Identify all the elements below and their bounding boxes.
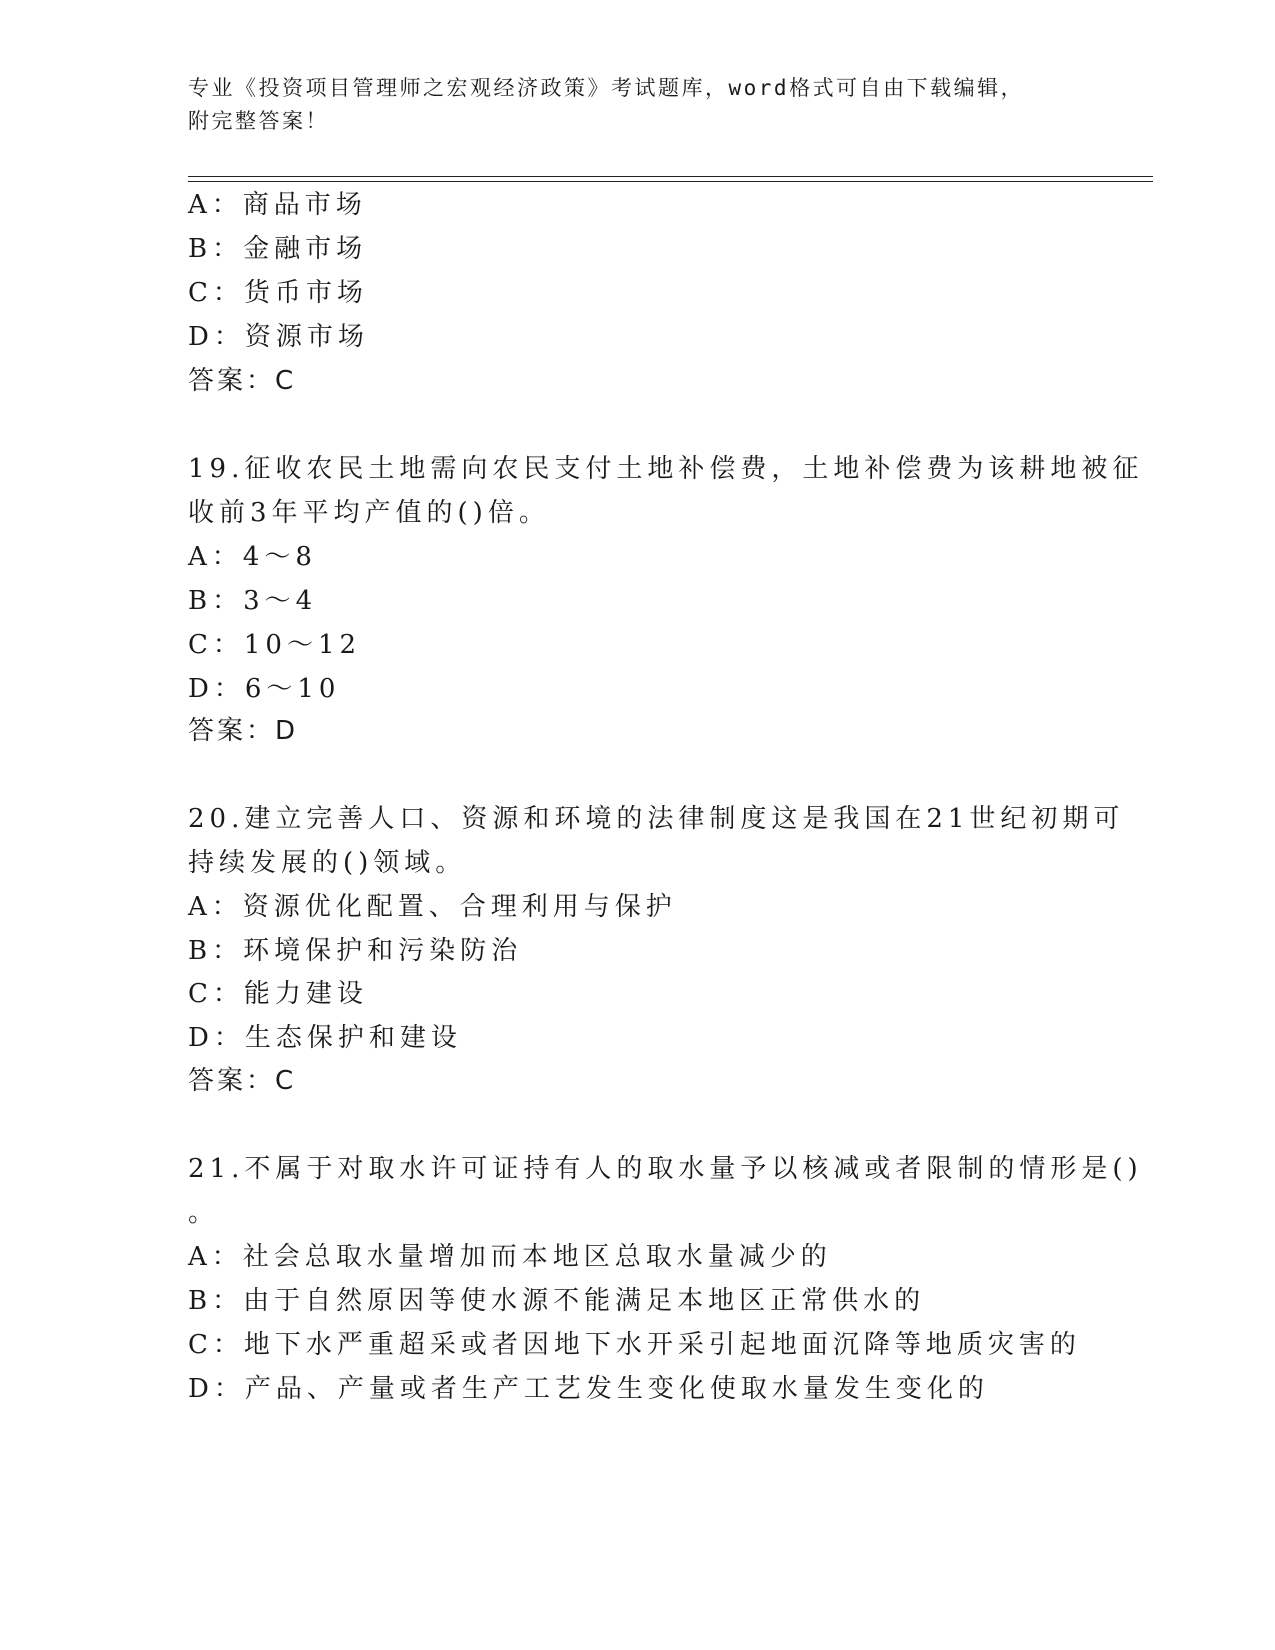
header-divider-bottom [188,181,1153,182]
q19-stem-line-2: 收前3年平均产值的()倍。 [188,498,550,528]
q18-option-c: C：货币市场 [188,278,368,308]
q21-stem-line-2: 。 [188,1198,220,1228]
q20-answer: 答案：C [188,1066,297,1096]
q18-answer: 答案：C [188,366,297,396]
q19-stem-line-1: 19.征收农民土地需向农民支付土地补偿费，土地补偿费为该耕地被征 [188,454,1144,484]
q19-option-b: B：3～4 [188,586,318,616]
q18-option-d: D：资源市场 [188,322,369,352]
q21-option-c: C：地下水严重超采或者因地下水开采引起地面沉降等地质灾害的 [188,1330,1081,1360]
q20-option-a: A：资源优化配置、合理利用与保护 [188,892,677,922]
q20-stem-line-1: 20.建立完善人口、资源和环境的法律制度这是我国在21世纪初期可 [188,804,1125,834]
header-divider-top [188,176,1153,177]
q20-stem-line-2: 持续发展的()领域。 [188,848,467,878]
q20-option-b: B：环境保护和污染防治 [188,936,523,966]
q18-option-b: B：金融市场 [188,234,368,264]
q20-option-c: C：能力建设 [188,979,368,1009]
q19-option-c: C：10～12 [188,630,362,660]
q21-option-b: B：由于自然原因等使水源不能满足本地区正常供水的 [188,1286,926,1316]
q20-option-d: D：生态保护和建设 [188,1023,462,1053]
header-line-2: 附完整答案！ [188,109,329,133]
q19-answer: 答案：D [188,716,299,746]
q18-option-a: A：商品市场 [188,190,367,220]
q21-option-a: A：社会总取水量增加而本地区总取水量减少的 [188,1242,832,1272]
header-line-1: 专业《投资项目管理师之宏观经济政策》考试题库，word格式可自由下载编辑， [188,76,1025,100]
q21-stem-line-1: 21.不属于对取水许可证持有人的取水量予以核减或者限制的情形是() [188,1154,1143,1184]
q19-option-a: A：4～8 [188,542,317,572]
document-header [188,72,1068,138]
q19-option-d: D：6～10 [188,674,341,704]
q21-option-d: D：产品、产量或者生产工艺发生变化使取水量发生变化的 [188,1374,989,1404]
